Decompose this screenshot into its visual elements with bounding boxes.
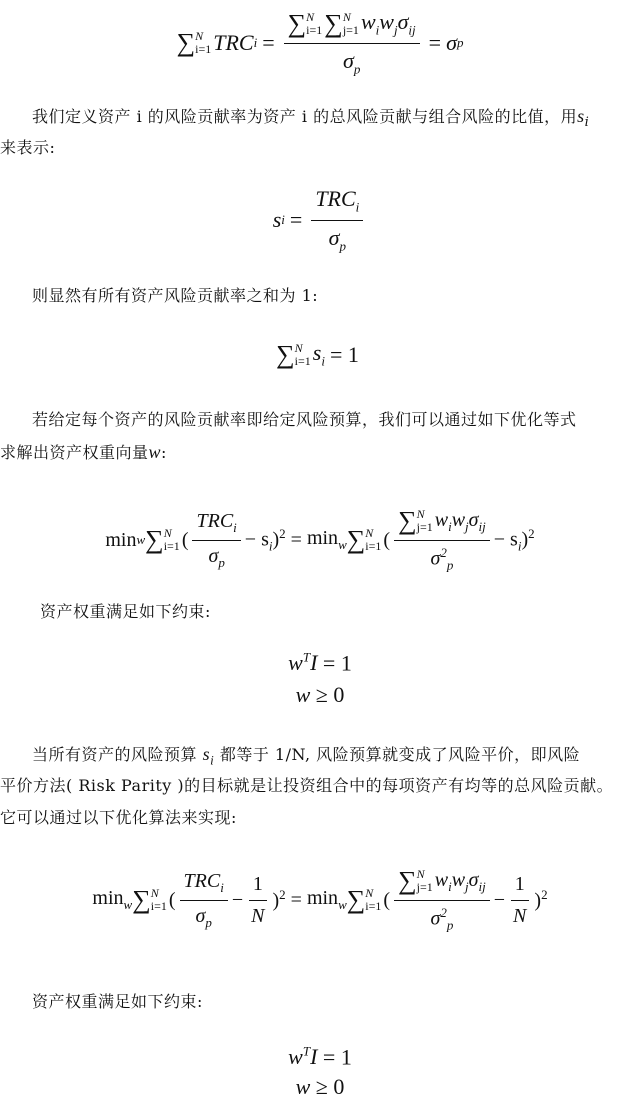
paragraph-definition-cont: 来表示: <box>0 138 56 157</box>
equation-risk-contribution-ratio: s i = $\frac{TRC_i}{\sigma_p}$ <box>0 185 640 255</box>
fraction: $\frac{TRC_i}{\sigma_p}$ <box>311 186 363 254</box>
paragraph-definition: 我们定义资产 i 的风险贡献率为资产 i 的总风险贡献与组合风险的比值，用$s_i$ <box>32 106 590 131</box>
equation-sum-equals-one: ∑ N i=1 $s_i$ = 1 <box>276 340 359 369</box>
constraint-nonnegative: w ≥ 0 <box>295 682 345 707</box>
equation-total-risk-contribution: ∑ N i=1 TRC i = ∑ N i=1 ∑ N j=1 $w_iw_j\sigma_{ij}$ $\sigma_p$ = σ p <box>176 8 464 77</box>
constraint-title-2: 资产权重满足如下约束: <box>32 992 203 1011</box>
paragraph-risk-parity-cont: 平价方法( Risk Parity )的目标就是让投资组合中的每项资产有均等的总风险贡献。 <box>0 776 614 795</box>
equation-optimization-parity: $\min_w$ ∑ N i=1 ( $\frac{TRC_i}{\sigma_p}$ − $\frac{1}{N}$ )$^2$ = $\min_w$ ∑ N i=1 ( ∑ N j=1 $w_iw_j\sigma_{ij}$ $\sigma^2_p$ − $\frac{1}{N}$ )$^2$ <box>92 866 548 933</box>
paragraph-risk-parity-cont2: 它可以通过以下优化算法来实现: <box>0 808 237 827</box>
paragraph-sum-one: 则显然有所有资产风险贡献率之和为 1: <box>32 286 319 305</box>
paragraph-risk-budget-cont: 求解出资产权重向量w: <box>0 442 167 462</box>
sum-symbol: ∑ <box>176 28 196 57</box>
constraint-nonnegative-2: w ≥ 0 <box>295 1074 345 1099</box>
constraint-sum-weights-2: $w^TI = 1$ <box>288 1044 352 1070</box>
fraction: ∑ N i=1 ∑ N j=1 $w_iw_j\sigma_{ij}$ $\sigma_p$ <box>284 9 420 77</box>
constraint-title: 资产权重满足如下约束: <box>40 602 211 621</box>
paragraph-risk-parity: 当所有资产的风险预算 $s_i$ 都等于 1/N, 风险预算就变成了风险平价，即风险 <box>32 744 581 768</box>
equation-optimization-budget: min w ∑ N i=1 ( $\frac{TRC_i}{\sigma_p}$ − $s_i)^2$ = $\min_w$ ∑ N i=1 ( ∑ N j=1 $w_iw_j\sigma_{ij}$ $\sigma^2_p$ − $s_i)^2$ <box>105 506 535 573</box>
constraint-sum-weights: $w^TI = 1$ <box>288 650 352 676</box>
paragraph-risk-budget: 若给定每个资产的风险贡献率即给定风险预算，我们可以通过如下优化等式 <box>32 410 577 429</box>
